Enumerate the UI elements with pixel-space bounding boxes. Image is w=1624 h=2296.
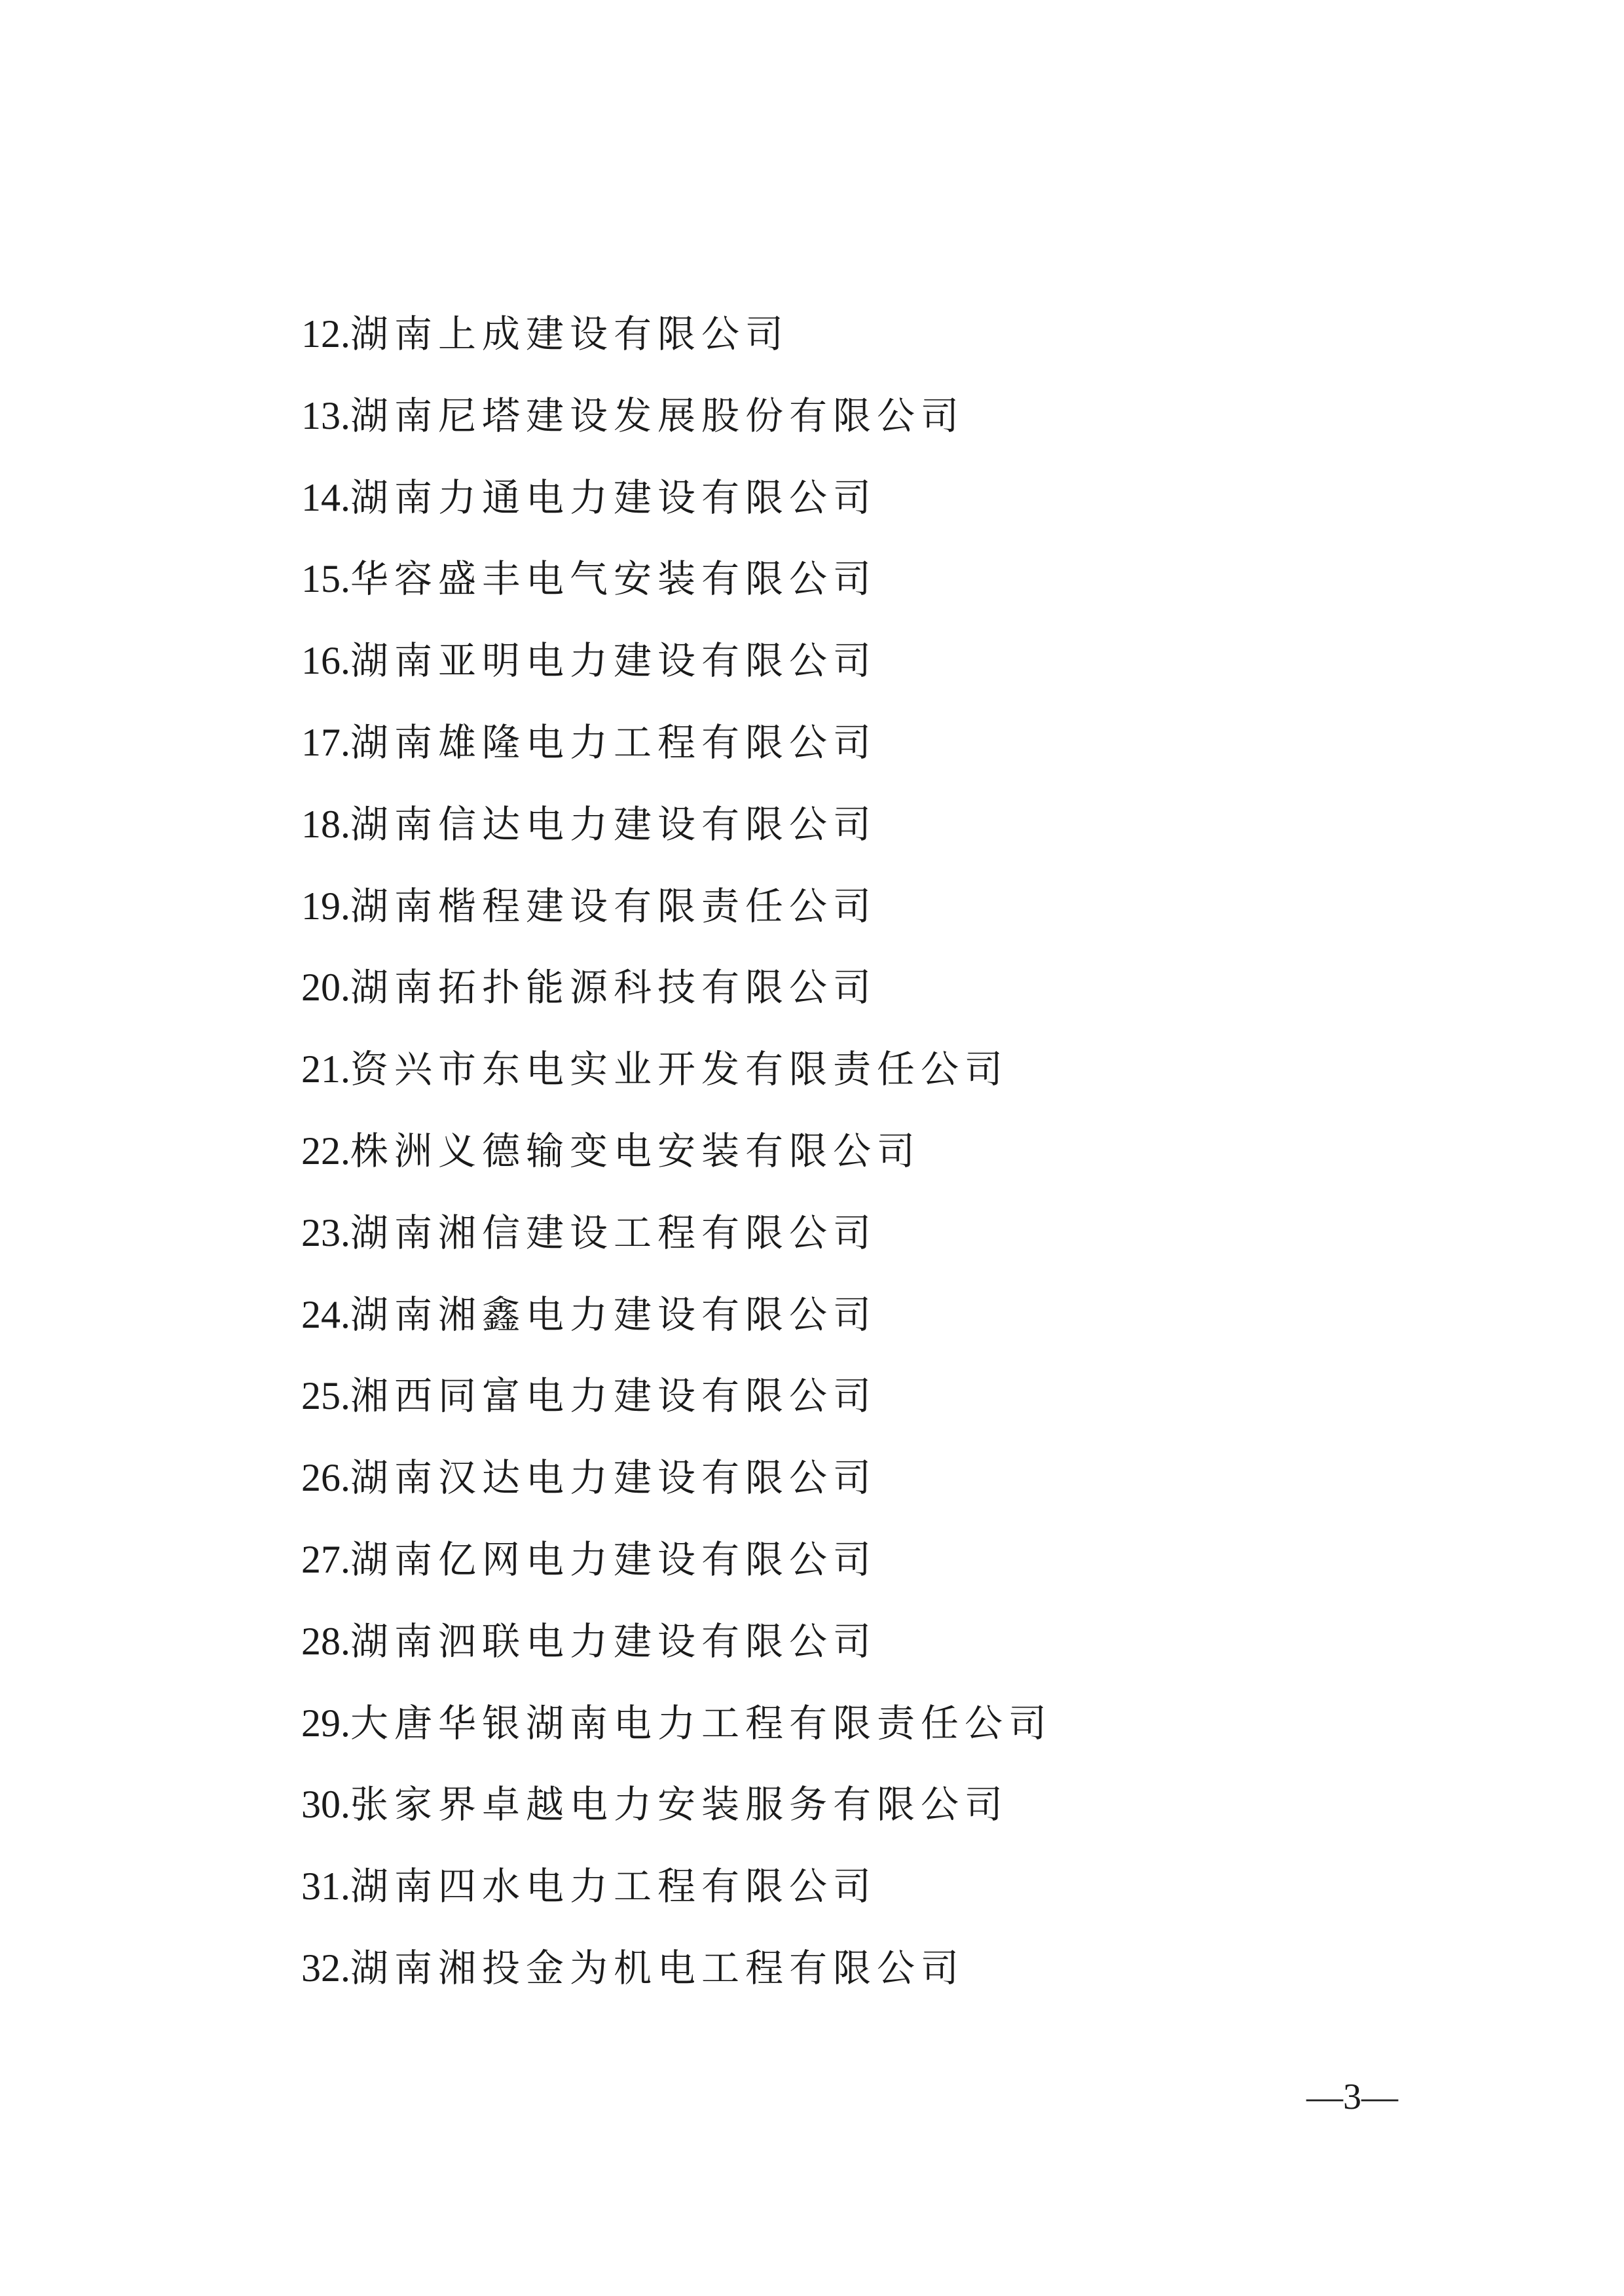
company-name: 湖南雄隆电力工程有限公司: [350, 720, 877, 765]
item-number: 26.: [301, 1456, 350, 1500]
company-name: 湖南四水电力工程有限公司: [350, 1864, 877, 1909]
company-name: 湖南湘投金为机电工程有限公司: [350, 1945, 965, 1990]
item-number: 21.: [301, 1048, 350, 1091]
company-name: 湖南汉达电力建设有限公司: [350, 1455, 877, 1501]
company-name: 湖南拓扑能源科技有限公司: [350, 965, 877, 1010]
list-item: [301, 553, 1052, 634]
item-number: 16.: [301, 639, 350, 683]
list-item: [301, 1697, 1052, 1779]
company-name: 湖南上成建设有限公司: [350, 312, 790, 356]
item-number: 19.: [301, 884, 350, 928]
list-item: [301, 1451, 1052, 1533]
company-name: 湖南楷程建设有限责任公司: [350, 883, 877, 928]
item-number: 31.: [301, 1865, 350, 1908]
item-number: 17.: [301, 720, 350, 764]
list-item: [301, 1860, 1052, 1942]
company-name: 资兴市东电实业开发有限责任公司: [350, 1047, 1009, 1092]
item-number: 24.: [301, 1292, 350, 1336]
item-number: 13.: [301, 393, 350, 437]
company-name: 湖南亚明电力建设有限公司: [350, 638, 877, 683]
list-item: [301, 1615, 1052, 1697]
company-name: 湖南亿网电力建设有限公司: [350, 1537, 877, 1582]
item-number: 29.: [301, 1701, 350, 1745]
list-item: [301, 308, 1052, 390]
item-number: 32.: [301, 1946, 350, 1990]
company-name: 湖南信达电力建设有限公司: [350, 801, 877, 847]
company-name: 湖南湘鑫电力建设有限公司: [350, 1292, 877, 1337]
item-number: 15.: [301, 557, 350, 601]
company-name: 大唐华银湖南电力工程有限责任公司: [350, 1700, 1053, 1745]
item-number: 28.: [301, 1619, 350, 1663]
list-item: [301, 798, 1052, 880]
list-item: [301, 1778, 1052, 1860]
company-name: 湘西同富电力建设有限公司: [350, 1374, 877, 1419]
page-number: —3—: [1306, 2077, 1398, 2117]
company-name: 湖南湘信建设工程有限公司: [350, 1210, 877, 1255]
company-name: 张家界卓越电力安装服务有限公司: [350, 1782, 1009, 1827]
item-number: 12.: [301, 312, 350, 355]
item-number: 23.: [301, 1211, 350, 1254]
list-item: [301, 390, 1052, 471]
company-name: 株洲义德输变电安装有限公司: [350, 1128, 921, 1173]
list-item: [301, 1370, 1052, 1451]
list-item: [301, 634, 1052, 716]
company-name: 湖南力通电力建设有限公司: [350, 475, 877, 520]
list-item: [301, 1942, 1052, 2024]
item-number: 14.: [301, 475, 350, 519]
company-list: [301, 308, 1052, 2024]
company-name: 湖南尼塔建设发展股份有限公司: [350, 393, 965, 438]
company-name: 湖南泗联电力建设有限公司: [350, 1618, 877, 1664]
item-number: 30.: [301, 1783, 350, 1827]
list-item: [301, 1533, 1052, 1615]
list-item: [301, 1288, 1052, 1370]
company-name: 华容盛丰电气安装有限公司: [350, 556, 877, 602]
list-item: [301, 1043, 1052, 1125]
list-item: [301, 1207, 1052, 1288]
list-item: [301, 716, 1052, 798]
list-item: [301, 880, 1052, 962]
list-item: [301, 961, 1052, 1043]
item-number: 18.: [301, 802, 350, 846]
item-number: 25.: [301, 1374, 350, 1418]
list-item: [301, 1125, 1052, 1207]
item-number: 22.: [301, 1129, 350, 1173]
list-item: [301, 471, 1052, 553]
item-number: 27.: [301, 1537, 350, 1581]
item-number: 20.: [301, 966, 350, 1010]
